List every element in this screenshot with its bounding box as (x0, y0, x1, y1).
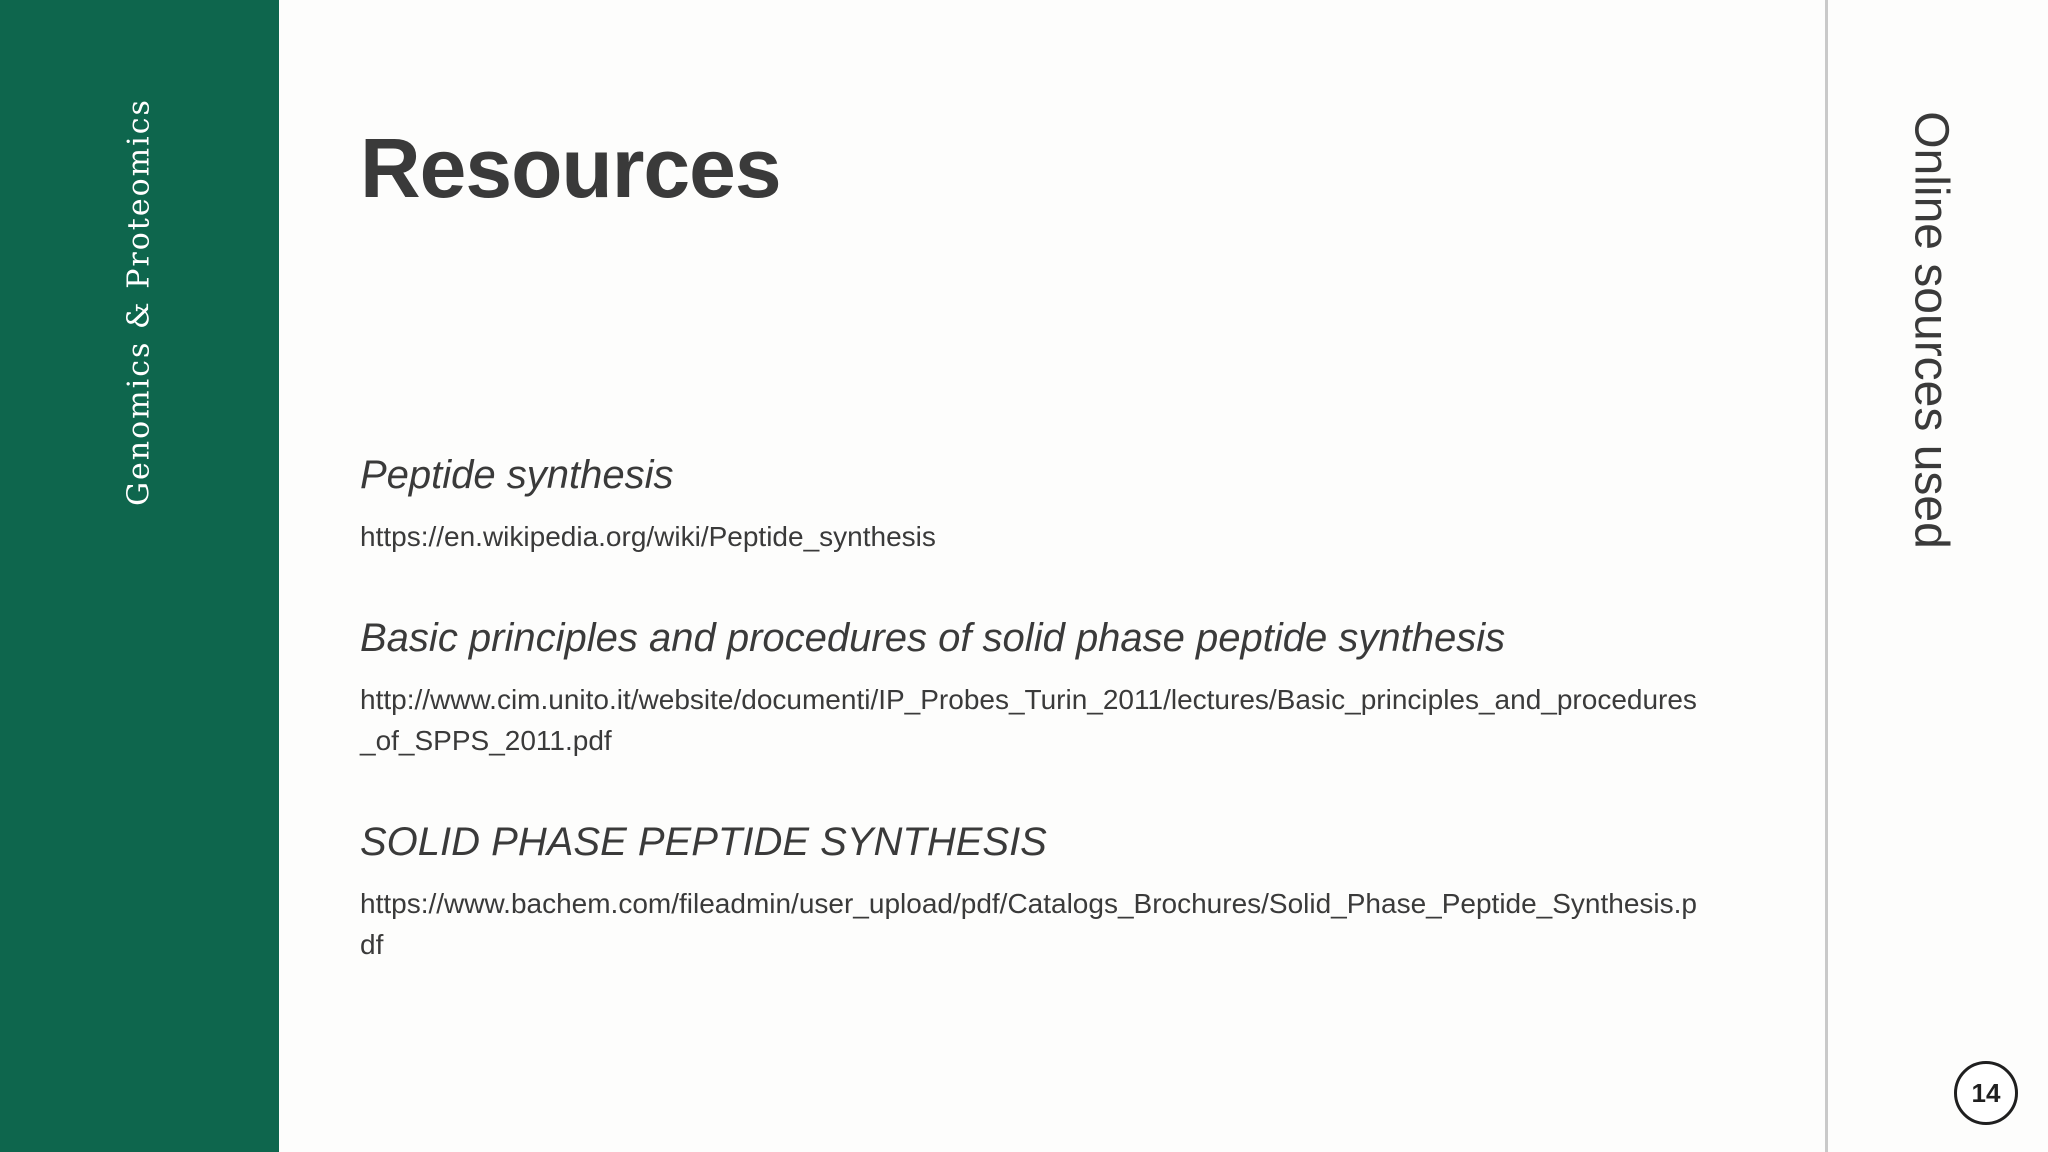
resource-item (360, 448, 1700, 557)
resource-title: SOLID PHASE PEPTIDE SYNTHESIS (360, 820, 1047, 864)
resource-title: Peptide synthesis (360, 453, 674, 497)
side-heading: Online sources used (1904, 111, 1958, 549)
resource-list (360, 448, 1700, 1019)
resource-title: Basic principles and procedures of solid phase peptide synthesis (360, 616, 1506, 660)
page-number-badge: 14 (1954, 1061, 2018, 1125)
resource-url[interactable]: https://en.wikipedia.org/wiki/Peptide_synthesis (360, 521, 936, 552)
page-title: Resources (360, 121, 781, 215)
resource-url[interactable]: https://www.bachem.com/fileadmin/user_upload/pdf/Catalogs_Brochures/Solid_Phase_Peptide_Synthesis.pdf (360, 888, 1697, 960)
resource-item (360, 815, 1700, 965)
resource-item (360, 611, 1700, 761)
resource-url[interactable]: http://www.cim.unito.it/website/documenti/IP_Probes_Turin_2011/lectures/Basic_principles_and_procedures_of_SPPS_2011.pdf (360, 684, 1697, 756)
sidebar-label: Genomics & Proteomics (121, 98, 157, 506)
sidebar (0, 0, 279, 1152)
vertical-divider (1825, 0, 1828, 1152)
